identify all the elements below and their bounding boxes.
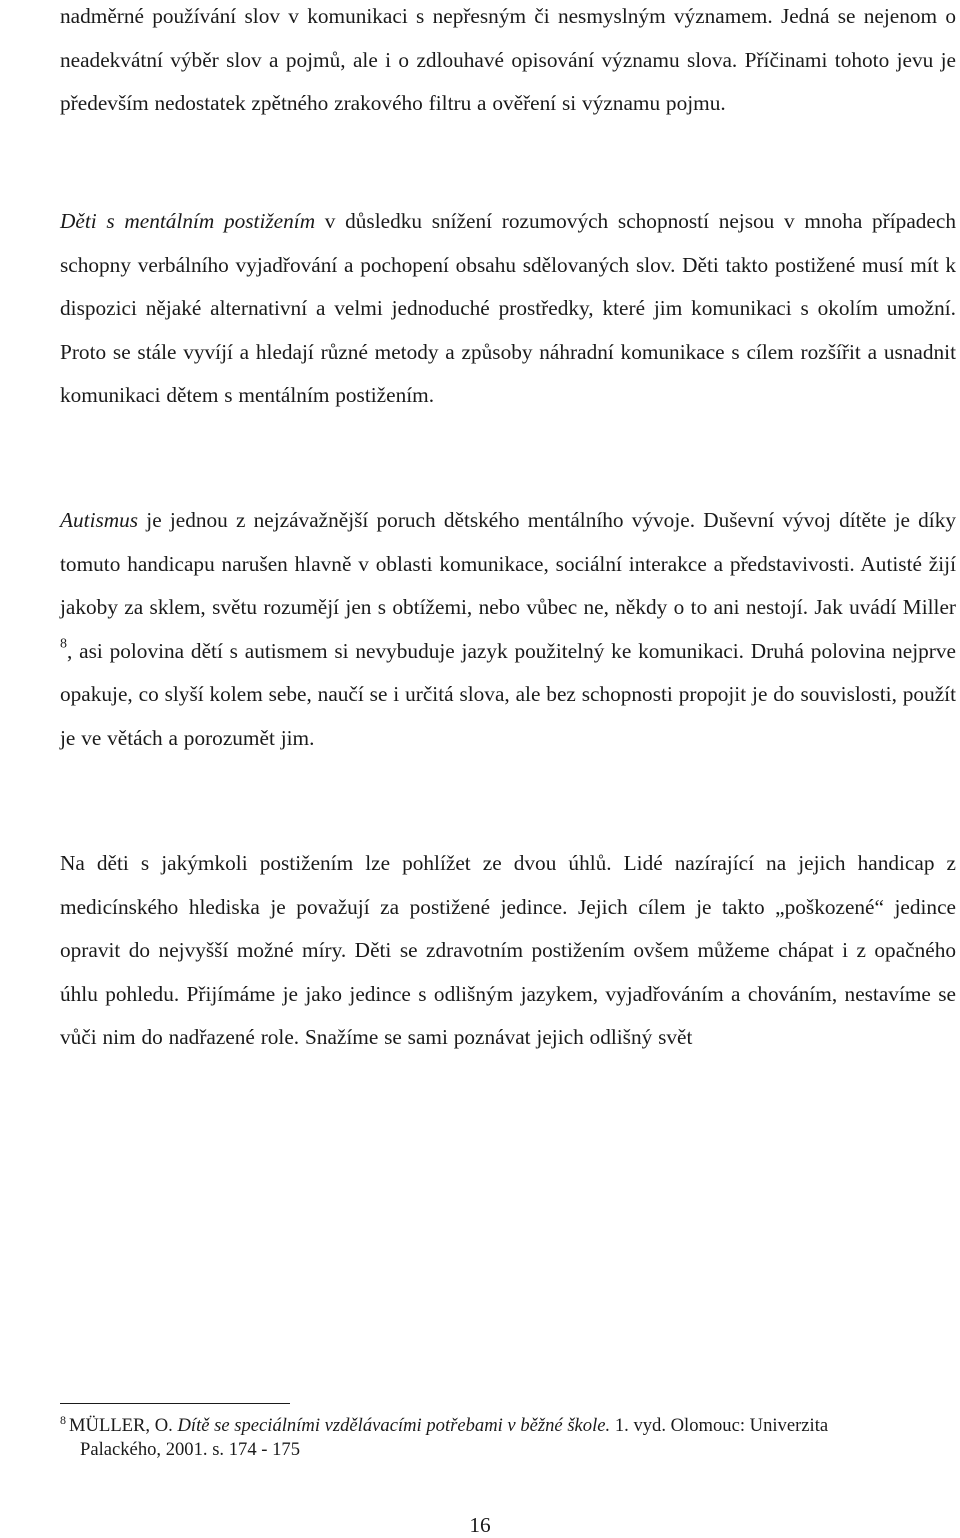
paragraph-2-text: v důsledku snížení rozumových schopností nejsou v mnoha případech schopny verbálního vyjadřování a pochopení obsahu sdělovaných slov. Děti takto postižené musí mít k dispozici nějaké alternativní a velmi jednoduché prostředky, které jim komunikaci s okolím umožní. Proto se stále vyvíjí a hledají různé metody a způsoby náhradní komunikace s cílem rozšířit a usnadnit komunikaci dětem s mentálním postižením. <box>60 209 956 407</box>
page-number: 16 <box>469 1513 491 1537</box>
footnote-reference: 8 <box>60 636 67 651</box>
paragraph-4-text: Na děti s jakýmkoli postižením lze pohlížet ze dvou úhlů. Lidé nazírající na jejich handicap z medicínského hlediska je považují za postižené jedince. Jejich cílem je takto „poškozené“ jedince opravit do nejvyšší možné míry. Děti se zdravotním postižením ovšem můžeme chápat i z opačného úhlu pohledu. Přijímáme je jako jedince s odlišným jazykem, vyjadřováním a chováním, nestavíme se vůči nim do nadřazené role. Snažíme se sami poznávat jejich odlišný svět <box>60 851 956 1049</box>
footnote-title: Dítě se speciálními vzdělávacími potřebami v běžné škole. <box>177 1415 611 1436</box>
footnote-author: MÜLLER, O. <box>69 1415 173 1436</box>
paragraph-1 <box>60 0 956 126</box>
paragraph-2 <box>60 200 956 418</box>
paragraph-3-text-part1: je jednou z nejzávažnější poruch dětského mentálního vývoje. Duševní vývoj dítěte je díky tomuto handicapu narušen hlavně v oblasti komunikace, sociální interakce a představivosti. Autisté žijí jakoby za sklem, světu rozumějí jen s obtížemi, nebo vůbec ne, někdy o to ani nestojí. Jak uvádí Miller <box>60 508 956 619</box>
footnote <box>60 1414 940 1462</box>
paragraph-3-text-part2: , asi polovina dětí s autismem si nevybuduje jazyk použitelný ke komunikaci. Druhá polovina nejprve opakuje, co slyší kolem sebe, naučí se i určitá slova, ale bez schopnosti propojit je do souvislosti, použít je ve větách a porozumět jim. <box>60 638 956 750</box>
paragraph-4 <box>60 842 956 1060</box>
paragraph-3 <box>60 499 956 760</box>
footnote-details: 1. vyd. Olomouc: Univerzita <box>614 1415 829 1436</box>
footnote-details-line2: Palackého, 2001. s. 174 - 175 <box>80 1439 300 1460</box>
footnote-number: 8 <box>60 1412 66 1427</box>
paragraph-1-text: nadměrné používání slov v komunikaci s nepřesným či nesmyslným významem. Jedná se nejenom o neadekvátní výběr slov a pojmů, ale i o zdlouhavé opisování významu slova. Příčinami tohoto jevu je především nedostatek zpětného zrakového filtru a ověření si významu pojmu. <box>60 4 956 115</box>
footnote-divider <box>60 1403 290 1404</box>
paragraph-2-lead-term: Děti s mentálním postižením <box>60 209 316 233</box>
paragraph-3-lead-term: Autismus <box>60 508 139 532</box>
